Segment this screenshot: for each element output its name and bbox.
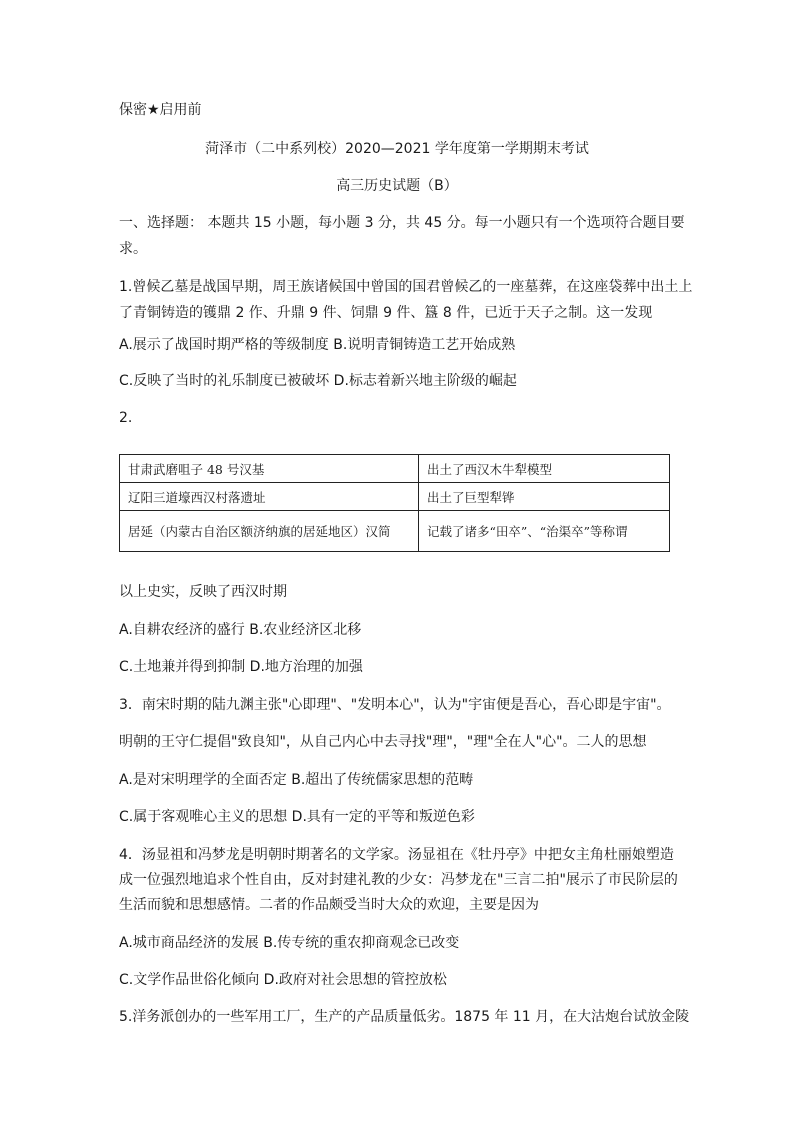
q3-stem-line1: 3．南宋时期的陆九渊主张"心即理"、"发明本心"，认为"宇宙便是吾心，吾心即是宇宙"。 — [119, 697, 671, 713]
section-instructions-line1: 一、选择题： 本题共 15 小题，每小题 3 分，共 45 分。每一小题只有一个选项符合题目要 — [119, 215, 685, 231]
q3-stem-line2: 明朝的王守仁提倡"致良知"，从自己内心中去寻找"理"，"理"全在人"心"。二人的思想 — [119, 734, 647, 750]
exam-title: 菏泽市（二中系列校）2020—2021 学年度第一学期期末考试 — [205, 141, 589, 157]
table-cell: 居延（内蒙古自治区额济纳旗的居延地区）汉简 — [120, 511, 419, 552]
q3-options-ab: A.是对宋明理学的全面否定 B.超出了传统儒家思想的范畴 — [119, 772, 474, 788]
section-instructions-line2: 求。 — [119, 241, 147, 257]
q4-stem-line3: 生活而貌和思想感情。二者的作品颇受当时大众的欢迎，主要是因为 — [119, 897, 539, 913]
q1-stem-line2: 了青铜铸造的镬鼎 2 作、升鼎 9 件、饲鼎 9 件、簋 8 件，已近于天子之制。这一发现 — [119, 305, 653, 321]
q2-number: 2. — [119, 410, 133, 426]
q4-stem-line1: 4．汤显祖和冯梦龙是明朝时期著名的文学家。汤显祖在《牡丹亭》中把女主角杜丽娘塑造 — [119, 847, 674, 863]
table-cell: 出土了巨型犁铧 — [419, 483, 670, 511]
table-row — [120, 511, 670, 552]
table-row — [120, 455, 670, 483]
q2-options-cd: C.土地兼并得到抑制 D.地方治理的加强 — [119, 659, 363, 675]
q3-options-cd: C.属于客观唯心主义的思想 D.具有一定的平等和叛逆色彩 — [119, 809, 475, 825]
q4-stem-line2: 成一位强烈地追求个性自由，反对封建礼教的少女：冯梦龙在"三言二拍"展示了市民阶层的 — [119, 872, 678, 888]
q2-options-ab: A.自耕农经济的盛行 B.农业经济区北移 — [119, 622, 362, 638]
table-cell: 辽阳三道壕西汉村落遗址 — [120, 483, 419, 511]
q1-stem-line1: 1.曾候乙墓是战国早期，周王族诸候国中曾国的国君曾候乙的一座墓葬，在这座袋葬中出土上 — [119, 279, 693, 295]
table-cell: 记载了诸多“田卒”、“治渠卒”等称谓 — [419, 511, 670, 552]
table-cell: 甘肃武磨咀子 48 号汉基 — [120, 455, 419, 483]
table-row — [120, 483, 670, 511]
table-cell: 出土了西汉木牛犁模型 — [419, 455, 670, 483]
q5-stem-line1: 5.洋务派创办的一些军用工厂，生产的产品质量低劣。1875 年 11 月，在大沽炮台试放金陵 — [119, 1009, 690, 1025]
secrecy-label: 保密★启用前 — [119, 102, 202, 118]
exam-subtitle: 高三历史试题（B） — [336, 178, 458, 194]
q2-table — [119, 454, 670, 552]
q2-stem: 以上史实，反映了西汉时期 — [119, 584, 287, 600]
q1-options-ab: A.展示了战国时期严格的等级制度 B.说明青铜铸造工艺开始成熟 — [119, 337, 516, 353]
q4-options-ab: A.城市商品经济的发展 B.传专统的重农抑商观念已改变 — [119, 935, 460, 951]
q1-options-cd: C.反映了当时的礼乐制度已被破坏 D.标志着新兴地主阶级的崛起 — [119, 373, 517, 389]
q4-options-cd: C.文学作品世俗化倾向 D.政府对社会思想的管控放松 — [119, 972, 447, 988]
